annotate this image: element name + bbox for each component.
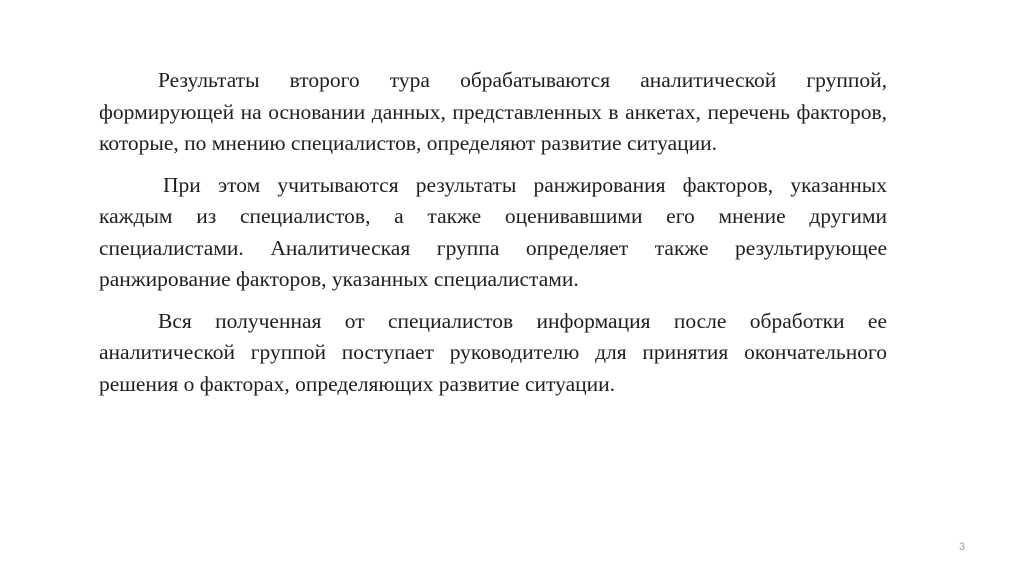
paragraph-3: Вся полученная от специалистов информация после обработки ее аналитической группой поступает руководителю для принятия окончательного решения о факторах, определяющих развитие ситуации. bbox=[99, 308, 887, 396]
page-number: 3 bbox=[958, 541, 966, 553]
slide-text-body bbox=[99, 65, 887, 410]
paragraph-2: При этом учитываются результаты ранжирования факторов, указанных каждым из специалистов, а также оценивавшими его мнение другими специалистами. Аналитическая группа определяет также результирующее ранжирование факторов, указанных специалистами. bbox=[99, 172, 887, 291]
paragraph-1: Результаты второго тура обрабатываются аналитической группой, формирующей на основании данных, представленных в анкетах, перечень факторов, которые, по мнению специалистов, определяют развитие ситуации. bbox=[99, 68, 887, 155]
